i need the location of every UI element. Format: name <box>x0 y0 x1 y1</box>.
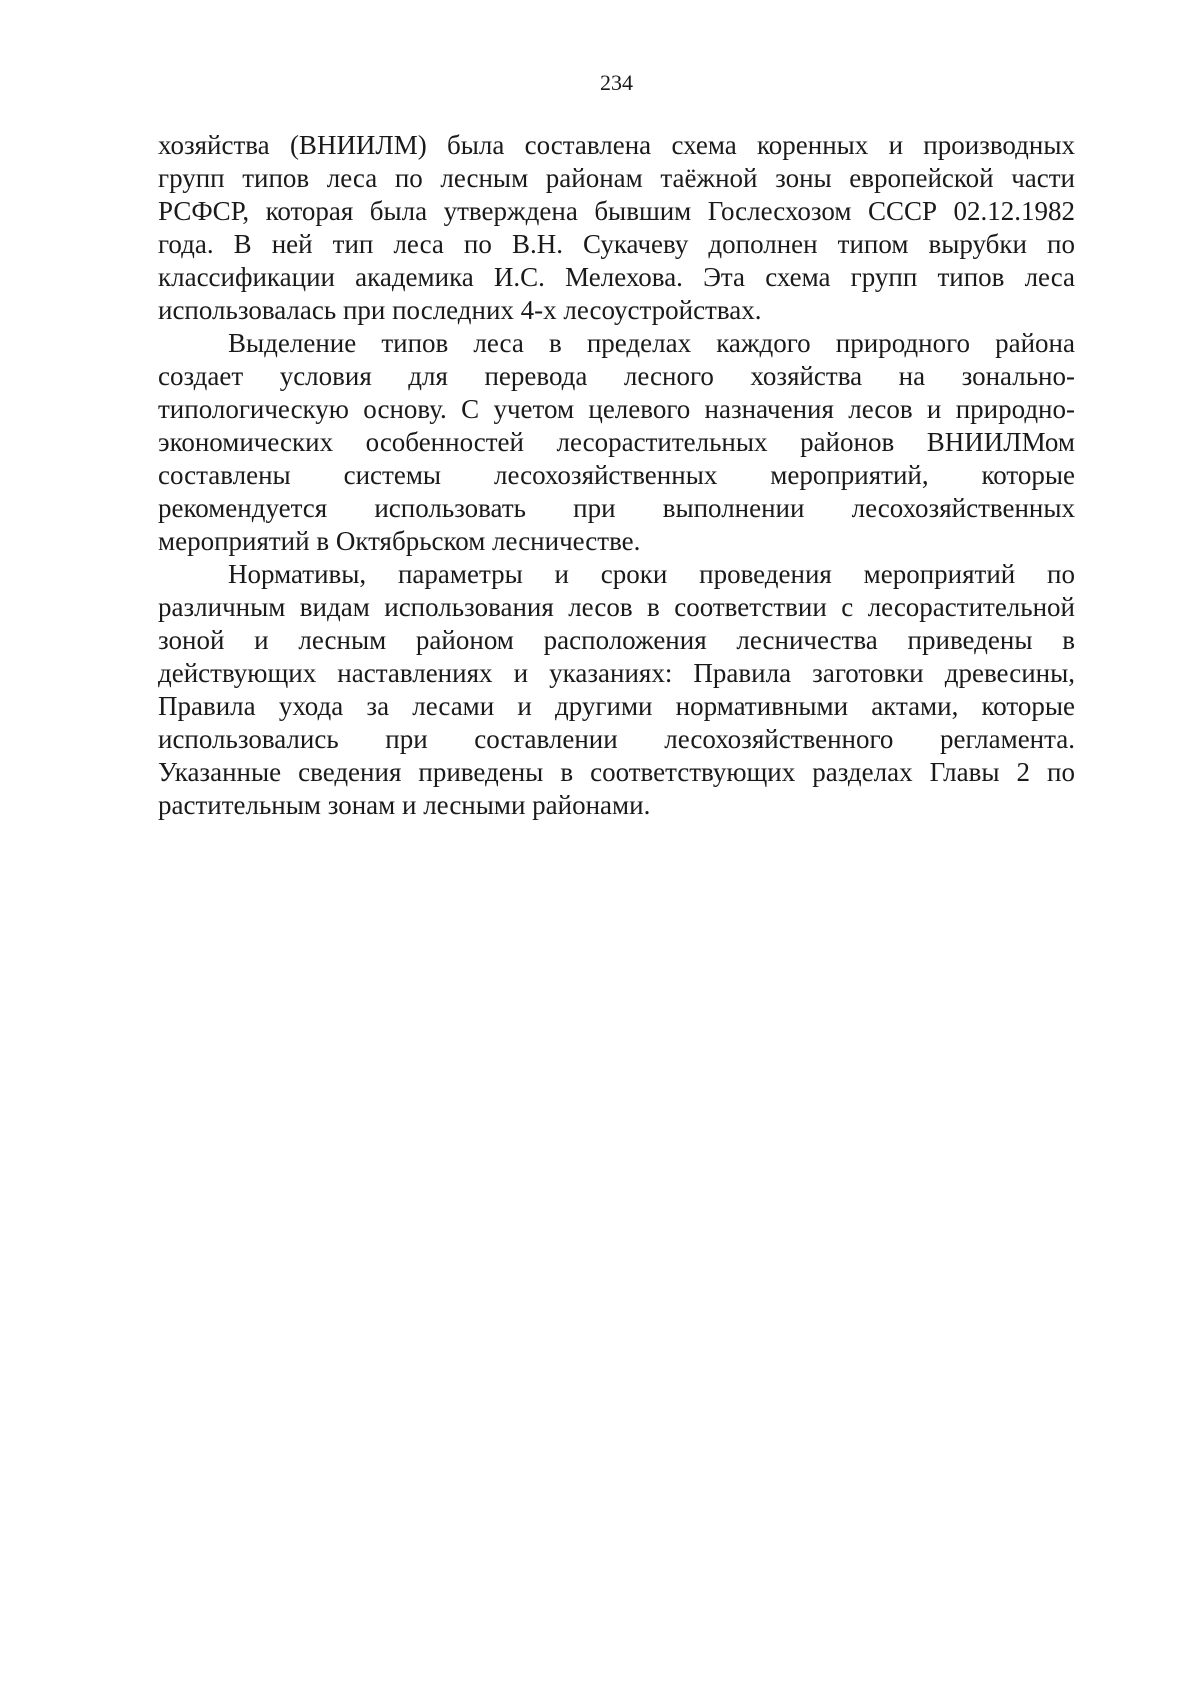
text-line: мероприятий в Октябрьском лесничестве. <box>158 526 641 556</box>
text-line: Указанные сведения приведены в соответствующих разделах Главы 2 по <box>158 757 1075 787</box>
text-line: зоной и лесным районом расположения лесничества приведены в <box>158 625 1075 655</box>
text-line: различным видам использования лесов в соответствии с лесорастительной <box>158 592 1075 622</box>
text-line: года. В ней тип леса по В.Н. Сукачеву дополнен типом вырубки по <box>158 229 1075 259</box>
text-line: создает условия для перевода лесного хозяйства на зонально- <box>158 361 1075 391</box>
text-line: групп типов леса по лесным районам таёжной зоны европейской части <box>158 163 1075 193</box>
text-line: Выделение типов леса в пределах каждого природного района <box>228 328 1075 358</box>
text-line: использовались при составлении лесохозяйственного регламента. <box>158 724 1075 754</box>
text-line: составлены системы лесохозяйственных мероприятий, которые <box>158 460 1075 490</box>
text-line: экономических особенностей лесорастительных районов ВНИИЛМом <box>158 427 1075 457</box>
text-line: использовалась при последних 4-х лесоустройствах. <box>158 295 762 325</box>
text-line: РСФСР, которая была утверждена бывшим Гослесхозом СССР 02.12.1982 <box>158 196 1075 226</box>
paragraph-3 <box>158 558 1075 822</box>
body-text <box>158 129 1075 822</box>
text-line: рекомендуется использовать при выполнении лесохозяйственных <box>158 493 1075 523</box>
text-line: растительным зонам и лесными районами. <box>158 790 651 820</box>
text-line: хозяйства (ВНИИЛМ) была составлена схема коренных и производных <box>158 130 1075 160</box>
paragraph-2 <box>158 327 1075 558</box>
text-line: действующих наставлениях и указаниях: Правила заготовки древесины, <box>158 658 1075 688</box>
page-number: 234 <box>600 70 633 95</box>
text-line: классификации академика И.С. Мелехова. Эта схема групп типов леса <box>158 262 1075 292</box>
text-line: Нормативы, параметры и сроки проведения мероприятий по <box>228 559 1075 589</box>
text-line: Правила ухода за лесами и другими нормативными актами, которые <box>158 691 1075 721</box>
paragraph-1 <box>158 129 1075 327</box>
text-line: типологическую основу. С учетом целевого назначения лесов и природно- <box>158 394 1075 424</box>
